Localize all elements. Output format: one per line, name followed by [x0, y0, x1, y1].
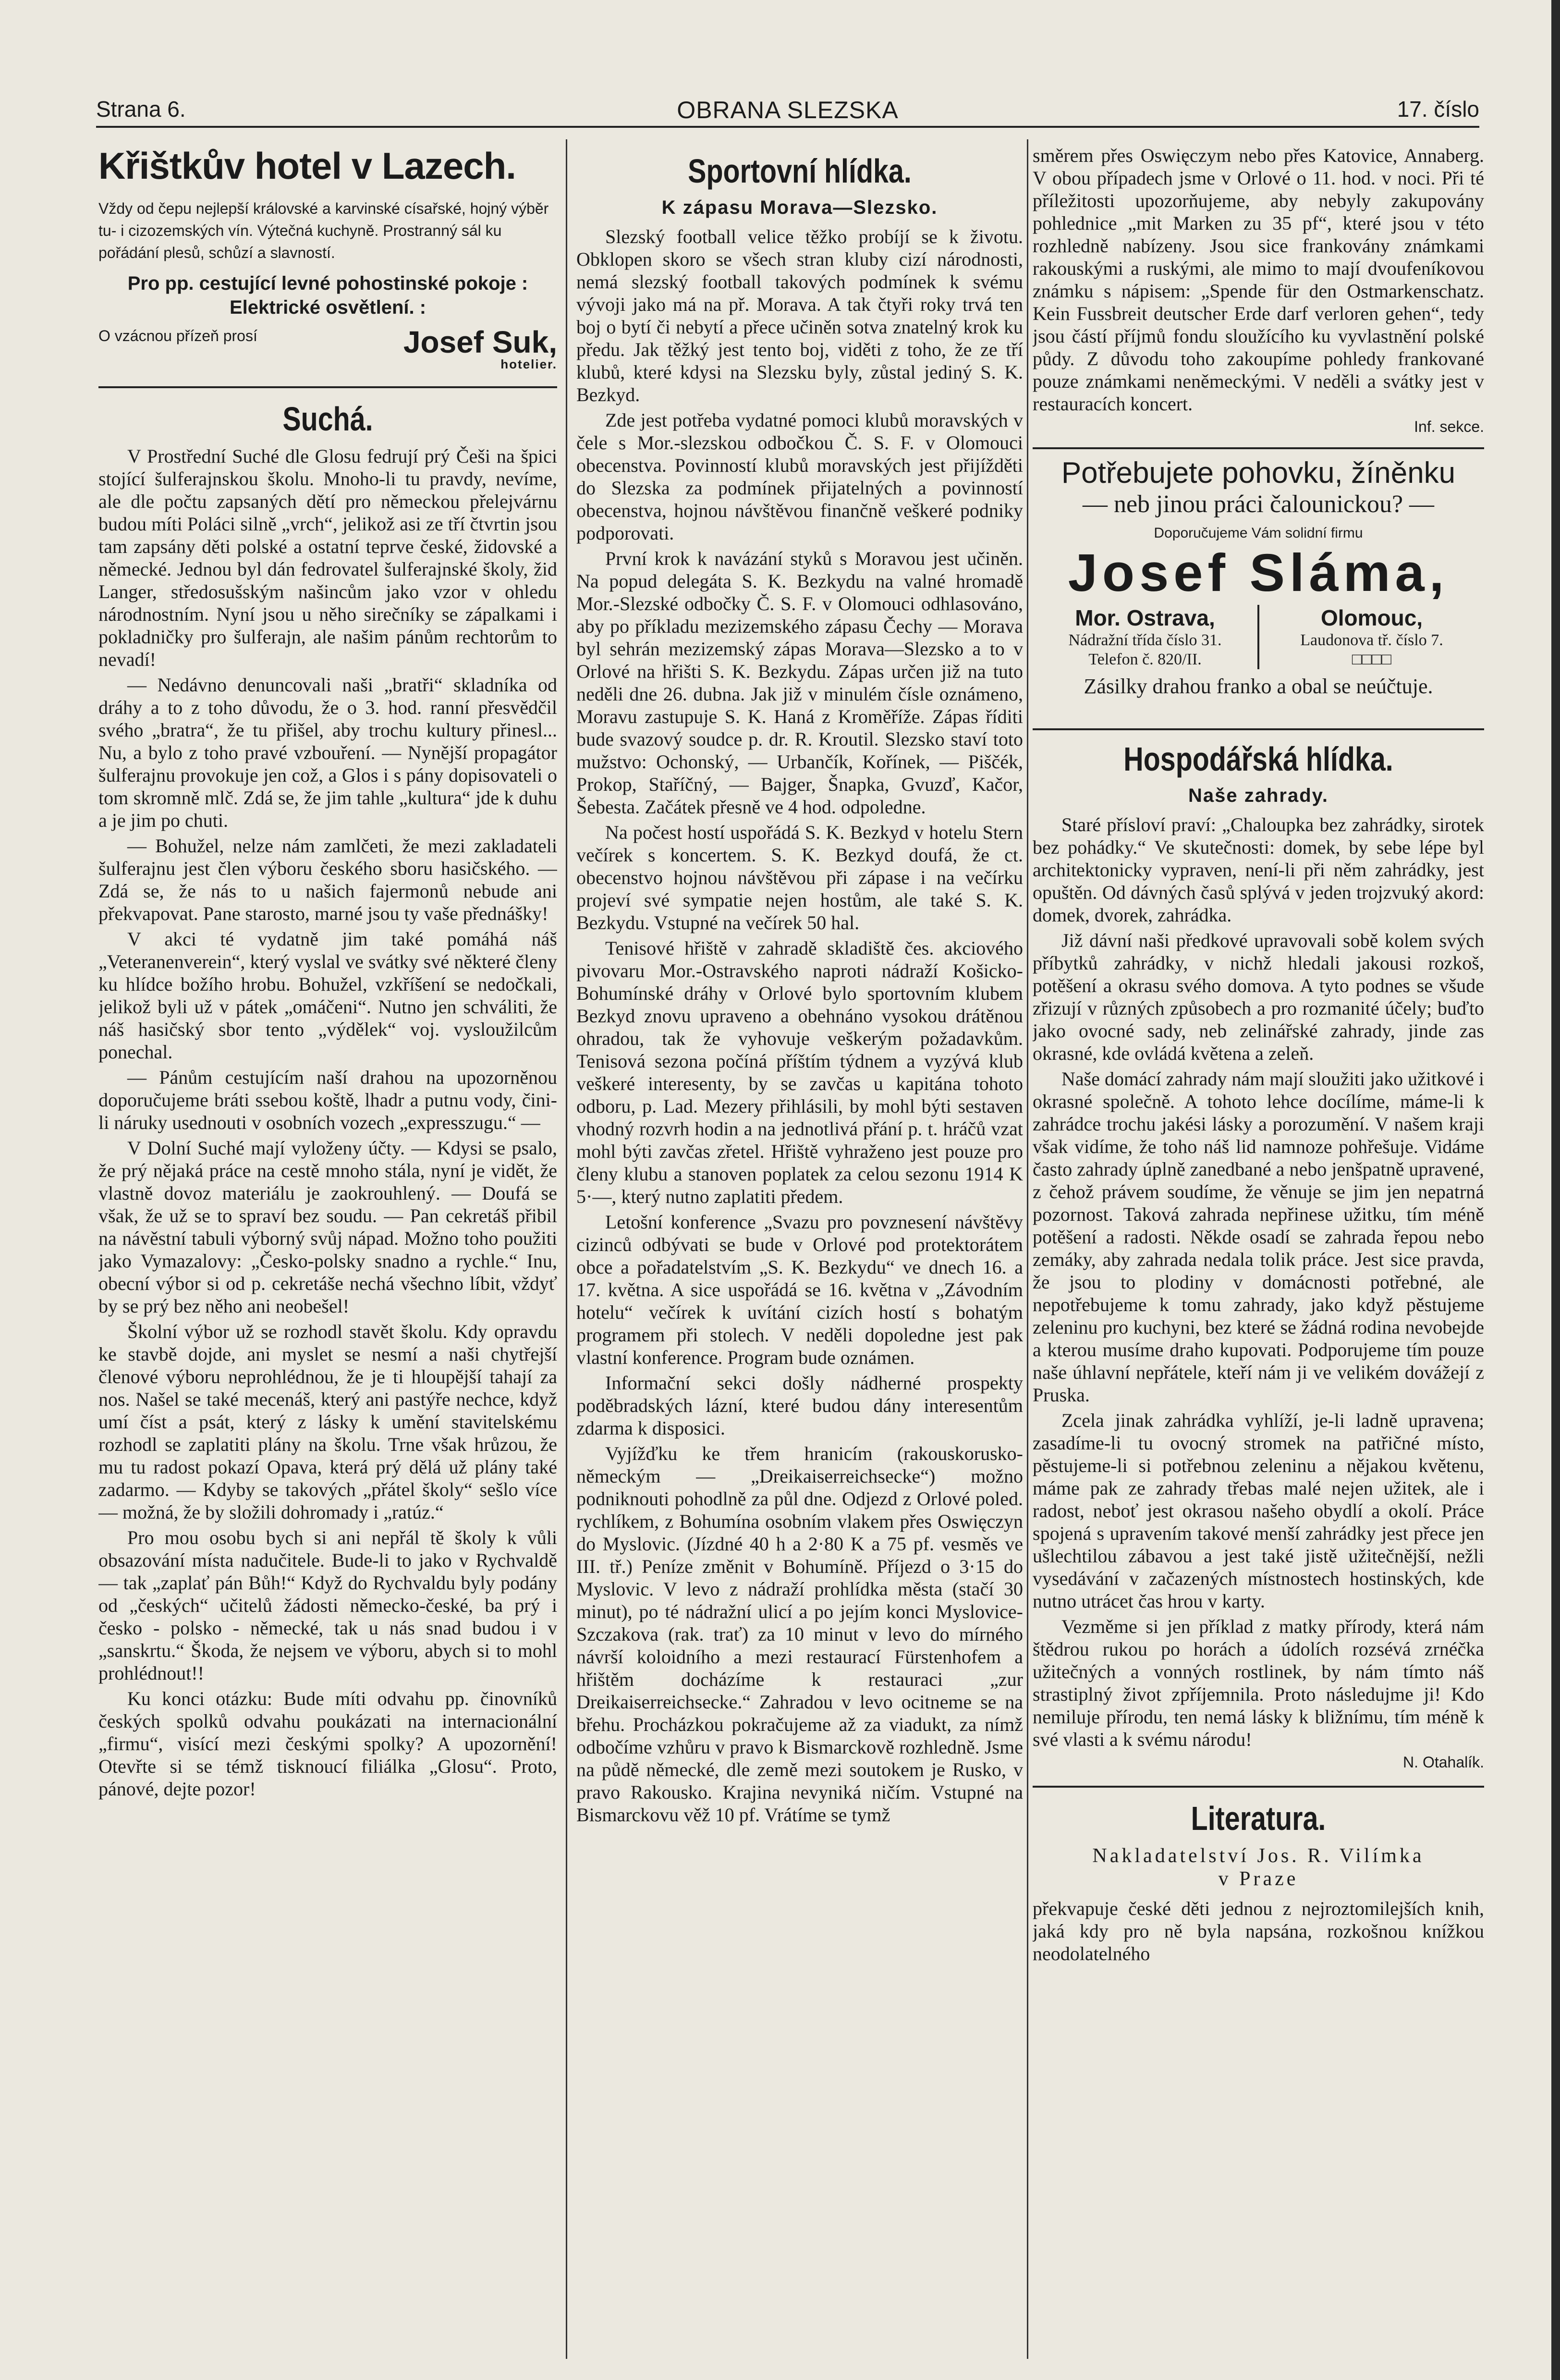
- article-paragraph: Tenisové hřiště v zahradě skladiště čes. akciového pivovaru Mor.-Ostravského naproti nádraží Košicko-Bohumínské dráhy v Orlové bylo sportovním klubem Bezkyd znovu upraveno a obehnáno vysokou drátěnou ohradou, tak že vyhovuje veškerým požadavkům. Tenisová sezona počíná příštím týdnem a vyzývá klub veškeré interesenty, by se zavčas u kapitána tohoto odboru, p. Lad. Mezery přihlásili, by mohl býti sestaven vhodný rozvrh hodin a na jednotlivá přání p. t. hráčů vzat mohl býti zavčas zřetel. Hřiště vyhraženo jest pouze pro členy klubu a stanoven poplatek za celou sezonu 1914 K 5·—, který nutno zaplatiti předem.: [576, 937, 1023, 1207]
- upholstery-ad: [1033, 447, 1484, 730]
- ad-branches: [1033, 605, 1484, 669]
- article-paragraph: Zcela jinak zahrádka vyhlíží, je-li ladně upravena; zasadíme-li tu ovocný stromek na patřičné místo, pěstujeme-li si potřebnou zeleninu a nějakou květenu, máme pak ze zahrady třebas malé nejen užitek, ale i radost, neboť jest okrasou našeho obydlí a okolí. Práce spojená s upravením takové menší zahrádky jest přece jen ušlechtilou zábavou a jest také jistě užitečnější, nežli vysedávání v začazených místnostech hostinských, kde nutno utrácet čas hrou v karty.: [1033, 1410, 1484, 1612]
- ad-city: Mor. Ostrava,: [1075, 605, 1215, 630]
- column-3: [1033, 144, 1484, 2354]
- article-paragraph: Školní výbor už se rozhodl stavět školu. Kdy opravdu ke stavbě dojde, ani myslet se nesmí a naši chytřejší členové výboru neprohlédnou, že je ti hloupější tahají za nos. Našel se také mecenáš, který ani pastýře nechce, když umí číst a psát, který z lásky k umění stavitelskému rozhodl se zaplatiti plány na školu. Trne však hrůzou, že mu tu radost pokazí Opava, která prý dělá už plány také zadarmo. — Kdyby se takových „přátel školy“ sešlo více — možná, že by složili dohromady i „ratúz.“: [98, 1321, 557, 1523]
- page-number: Strana 6.: [96, 97, 186, 122]
- ad-firm-name: Josef Sláma,: [1068, 543, 1449, 602]
- article-paragraph: V Prostřední Suché dle Glosu fedrují prý Češi na špici stojící šulferajnskou školu. Mnoho-li tu pravdy, nevíme, ale dle počtu zapsaných dětí pro německou přelejvárnu budou míti Poláci silně „vrch“, jelikož asi ze tří čtvrtin jsou tam zapsány děti polské a ostatní teprve české, židovské a německé. Jednou byl dán fedrovatel šulferajnské školy, žid Langer, středosušským našincům jako vzor v ohledu národnostním. Nyní jsou u něho sirečníky se zápalkami i pokladničky pro šulferajn, ale našim pánům rechtorům to nevadí!: [98, 445, 557, 670]
- article-paragraph: — Pánům cestujícím naší drahou na upozorněnou doporučujeme bráti ssebou koště, lhadr a putnu vody, čini-li náruky usednouti v osobních vozech „expresszugu.“ —: [98, 1067, 557, 1133]
- article-paragraph: Slezský football velice těžko probíjí se k životu. Obklopen skoro se všech stran kluby cizí národnosti, nemá slezský football takových podmínek k svému vývoji jako má na př. Morava. A tak čtyři roky trvá ten boj o bytí či nebytí a přece učiněn sotva znatelný krok ku předu. Jak těžký jest tento boj, viděti z toho, že ze tří klubů, které kdysi na Slezsku byly, zůstal jediný S. K. Bezkyd.: [576, 226, 1023, 405]
- header-rule: [96, 126, 1479, 128]
- ad-recommend: Doporučujeme Vám solidní firmu: [1154, 525, 1363, 541]
- page-header: [96, 96, 1479, 130]
- article-paragraph: Vezměme si jen příklad z matky přírody, která nám štědrou rukou po horách a údolích rozsévá zrnéčka užitečných a vonných rostlinek, by nám tímto náš strastiplný život zpříjemnila. Proto následujme ji! Kdo nemiluje přírodu, ten nemá lásky k bližnímu, tím méně k své vlasti a k svému národu!: [1033, 1616, 1484, 1750]
- hotel-owner-name: Josef Suk,: [403, 325, 557, 359]
- article-paragraph: První krok k navázání styků s Moravou jest učiněn. Na popud delegáta S. K. Bezkydu na valné hromadě Mor.-Slezské odbočky Č. S. F. v Olomouci odhlasováno, aby po příkladu mezizemského zápasu Čechy — Morava byl sehrán mezizemský zápas Morava—Slezsko a to v Orlové na hřišti S. K. Bezkydu. Zápas určen již na tuto neděli dne 26. dubna. Jak již v minulém čísle oznámeno, Moravu zastupuje S. K. Haná z Kroměříže. Zápas říditi bude svazový soudce p. dr. R. Kroutil. Slezsko staví toto mužstvo: Ochonský, — Urbančík, Kořínek, — Piščék, Prokop, Staříčný, — Bajger, Šnapka, Gvuzď, Kačor, Šebesta. Začátek přesně ve 4 hod. odpoledne.: [576, 548, 1023, 818]
- article-paragraph: Informační sekci došly nádherné prospekty poděbradských lázní, které budou dány interesentům zdarma k disposici.: [576, 1372, 1023, 1439]
- literatura-heading: Literatura.: [1191, 1800, 1326, 1837]
- ad-address: Laudonova tř. číslo 7.: [1300, 631, 1443, 649]
- article-paragraph: Již dávní naši předkové upravovali sobě kolem svých příbytků zahrádky, v nichž hledali jakousi rozkoš, potěšení a okrasu svého domova. A tyto podnes se všude zřizují v různých způsobech a pro rozmanité účely; buďto jako ovocné sady, neb zelinářské zahrady, jinde zas okrasné, kde ovládá květena a zeleň.: [1033, 930, 1484, 1064]
- article-paragraph: V Dolní Suché mají vyloženy účty. — Kdysi se psalo, že prý nějaká práce na cestě mnoho stála, nyní je vidět, že vlastně dovoz materiálu je zaokrouhlený. — Doufá se však, že už se to spraví bez soudu. — Pan cekretáš přibil na návěstní tabuli výborný svůj nápad. Možno toho použiti jako Vymazalovy: „Česko-polsky snadno a rychle.“ Inu, obecní výbor si od p. cekretáše nechá všechno líbit, vždyť by se prý bez něho ani neobešel!: [98, 1137, 557, 1317]
- article-paragraph: Zde jest potřeba vydatné pomoci klubů moravských v čele s Mor.-slezskou odbočkou Č. S. F. v Olomouci obecenstva. Povinností klubů moravských jest přijížděti do Slezska za podmínek přijatelných a povinností obecenstva, hojnou návštěvou finančně veškeré podniky podporovati.: [576, 409, 1023, 544]
- ad-subheadline: — neb jinou práci čalounickou? —: [1082, 491, 1435, 518]
- sucha-heading: Suchá.: [282, 400, 373, 438]
- hospodarska-heading: Hospodářská hlídka.: [1123, 740, 1393, 778]
- ad-branch-ostrava: [1033, 605, 1259, 669]
- article-paragraph: Ku konci otázku: Bude míti odvahu pp. činovníků českých spolků odvahu poukázati na internacionální „firmu“, visící mezi českými spolky? A upozornění! Otevřte si se témž tisknoucí filiálka „Glosu“. Proto, pánové, dejte pozor!: [98, 1688, 557, 1800]
- article-paragraph: překvapuje české děti jednou z nejroztomilejších knih, jaká kdy pro ně byla napsána, rozkošnou knížkou neodolatelného: [1033, 1898, 1484, 1964]
- publisher-city: v Praze: [1218, 1868, 1299, 1890]
- article-paragraph: V akci té vydatně jim také pomáhá náš „Veteranenverein“, který vyslal ve svátky své některé členy ku hlídce božího hrobu. Bohužel, vzkříšení se nedočkali, jelikož byli už v pátek „omáčeni“. Nutno jen schváliti, že náš hasičský sbor tento „výdělek“ voj. vysloužilcům ponechal.: [98, 928, 557, 1063]
- article-signature: Inf. sekce.: [1414, 418, 1484, 435]
- hotel-ad-favor: O vzácnou přízeň prosí: [98, 327, 257, 344]
- sport-subheading: K zápasu Morava—Slezsko.: [661, 197, 938, 218]
- article-paragraph: Staré přísloví praví: „Chaloupka bez zahrádky, sirotek bez pohádky.“ Ve skutečnosti: domek, by sebe lépe byl architektonicky vypraven, není-li při něm zahrádky, jest opuštěn. Od dávných časů splývá v jeden trojzvuký akord: domek, dvorek, zahrádka.: [1033, 814, 1484, 926]
- ad-ornament: □□□□: [1352, 650, 1392, 668]
- publisher-line: Nakladatelství Jos. R. Vilímka: [1092, 1845, 1425, 1867]
- hotel-ad-title: Křištkův hotel v Lazech.: [98, 145, 516, 187]
- column-2: [576, 144, 1023, 2354]
- hotel-ad-signature: [98, 327, 557, 372]
- ad-city: Olomouc,: [1320, 605, 1423, 630]
- article-paragraph: Letošní konference „Svazu pro povznesení návštěvy cizinců odbývati se bude v Orlové pod protektorátem obce a pořadatelstvím „S. K. Bezkydu“ ve dnech 16. a 17. května. A sice uspořádá se 16. května v „Závodním hotelu“ večírek k uvítání cizích hostí s bohatým programem při stolech. V neděli dopoledne jest pak vlastní konference. Program bude oznámen.: [576, 1211, 1023, 1368]
- page-edge: [1551, 0, 1560, 2380]
- column-divider: [566, 139, 567, 2359]
- ad-footer: Zásilky drahou franko a obal se neúčtuje.: [1084, 675, 1433, 698]
- article-paragraph: Naše domácí zahrady nám mají sloužiti jako užitkové i okrasné společně. A tohoto lehce docílíme, máme-li k zahrádce trochu jakési lásky a porozumění. V našem kraji však vidíme, že toho náš lid namnoze pohřešuje. Vidáme často zahrady úplně zanedbané a nebo jenšpatně upravené, z čehož právem soudíme, že věnuje se jim jen nepatrná pozornost. Taková zahrada nepřinese užitku, tím méně potěšení a radosti. Někde osadí se zahrada řepou nebo zemáky, aby zahrada nedala tolik práce. Jest sice pravda, že jsou to plodiny v domácnosti potřebné, ale nepotřebujeme k tomu zahrady, jako když pěstujeme zeleninu pro kuchyni, bez které se žádná rodina nevobejde a kterou musíme draho kupovati. Podporujeme tím pouze naše úhlavní nepřátele, kteří nám ji ve velikém dovážejí z Pruska.: [1033, 1068, 1484, 1406]
- ad-address: Nádražní třída číslo 31.: [1068, 631, 1222, 649]
- issue-number: 17. číslo: [1397, 97, 1479, 122]
- hotel-ad-rooms: Pro pp. cestující levné pohostinské pokoje : Elektrické osvětlení. :: [127, 273, 528, 318]
- ad-headline: Potřebujete pohovku, žíněnku: [1061, 456, 1456, 490]
- section-rule: [1033, 1786, 1484, 1788]
- column-1: [98, 144, 557, 2354]
- article-paragraph: — Bohužel, nelze nám zamlčeti, že mezi zakladateli šulferajnu jest člen výboru českého sboru hasičského. — Zdá se, že nás to u našich fajermonů nebude ani překvapovat. Pane starosto, marné jsou ty vaše přednášky!: [98, 835, 557, 924]
- newspaper-title: OBRANA SLEZSKA: [677, 97, 899, 123]
- article-paragraph: — Nedávno denuncovali naši „bratři“ skladníka od dráhy a to z toho důvodu, že o 3. hod. ranní přesvědčil svého „bratra“, že tu přišel, aby trochu kultury přinesl... Nu, a bylo z toho pravé vzbouření. — Nynější propagátor šulferajnu provokuje jen což, a Glos i s pány dopisovateli o tom skromně mlč. Zdá se, že jim tahle „kultura“ jde k duhu a je jim po chuti.: [98, 674, 557, 831]
- column-divider: [1027, 139, 1028, 2359]
- ad-phone: Telefon č. 820/II.: [1088, 650, 1202, 668]
- article-signature: N. Otahalík.: [1403, 1754, 1484, 1771]
- article-paragraph: směrem přes Oswięczym nebo přes Katovice, Annaberg. V obou případech jsme v Orlové o 11. hod. v noci. Při té příležitosti upozorňujeme, aby nebyly zakupovány pohlednice „mit Marken zu 35 pf“, které jsou v této rozhledně nabízeny. Jsou sice frankovány známkami rakouskými a ruskými, ale mimo to mají dvoufeníkovou známku s nápisem: „Spende für den Ostmarkenschatz. Kein Fussbreit deutscher Erde darf verloren gehen“, tedy jsou částí příjmů fondu sloužícího ku vyvlastnění polské půdy. Z důvodu toho zakoupíme pohledy frankované pouze známkami neněmeckými. V neděli a svátky jest v restauracích koncert.: [1033, 145, 1484, 415]
- hospodarska-subheading: Naše zahrady.: [1188, 785, 1329, 806]
- hotel-owner-role: hotelier.: [500, 357, 557, 371]
- section-rule: [98, 386, 557, 388]
- hotel-ad-description: Vždy od čepu nejlepší královské a karvinské císařské, hojný výběr tu- i cizozemských vín. Výtečná kuchyně. Prostranný sál ku pořádání plesů, schůzí a slavností.: [98, 200, 549, 261]
- ad-branch-olomouc: [1259, 605, 1484, 669]
- article-paragraph: Pro mou osobu bych si ani nepřál tě školy k vůli obsazování místa nadučitele. Bude-li to jako v Rychvaldě — tak „zaplať pán Bůh!“ Když do Rychvaldu byly podány od „českých“ učitelů žádosti německo-české, ba prý i česko - polsko - německé, tak u nás snad budou i v „sanskrtu.“ Škoda, že nejsem ve výboru, abych si to mohl prohlédnout!!: [98, 1527, 557, 1684]
- article-paragraph: Na počest hostí uspořádá S. K. Bezkyd v hotelu Stern večírek s koncertem. S. K. Bezkyd doufá, že ct. obecenstvo hojnou návštěvou při zápase i na večírku projeví své sympatie nejen hostům, ale také S. K. Bezkydu. Vstupné na večírek 50 hal.: [576, 822, 1023, 933]
- sport-heading: Sportovní hlídka.: [688, 152, 912, 190]
- article-paragraph: Vyjížďku ke třem hranicím (rakouskorusko-německým — „Dreikaiserreichsecke“) možno podniknouti pohodlně za půl dne. Odjezd z Orlové poled. rychlíkem, z Bohumína osobním vlakem přes Oswięczyn do Myslovic. (Jízdné 40 h a 2·80 K a 75 pf. vesměs ve III. tř.) Peníze změnit v Bohumíně. Příjezd o 3·15 do Myslovic. V levo z nádraží prohlídka města (stačí 30 minut), po té nádražní ulicí a po jejím konci Myslovice-Szczakova (rak. trať) za 10 minut v levo do mírného návrší koloidního a mezi restaurací Fürstenhofem a hřištěm docházíme k restauraci „zur Dreikaiserreichsecke.“ Zahradou v levo ocitneme se na břehu. Procházkou pokračujeme až za viadukt, za nímž odbočíme vzhůru v pravo k Bismarckově rozhledně. Jsme na půdě německé, dle země mezi soutokem je Rusko, v pravo Rakousko. Krajina nevyniká ničím. Vstupné na Bismarckovu věž 10 pf. Vrátíme se tymž: [576, 1443, 1023, 1826]
